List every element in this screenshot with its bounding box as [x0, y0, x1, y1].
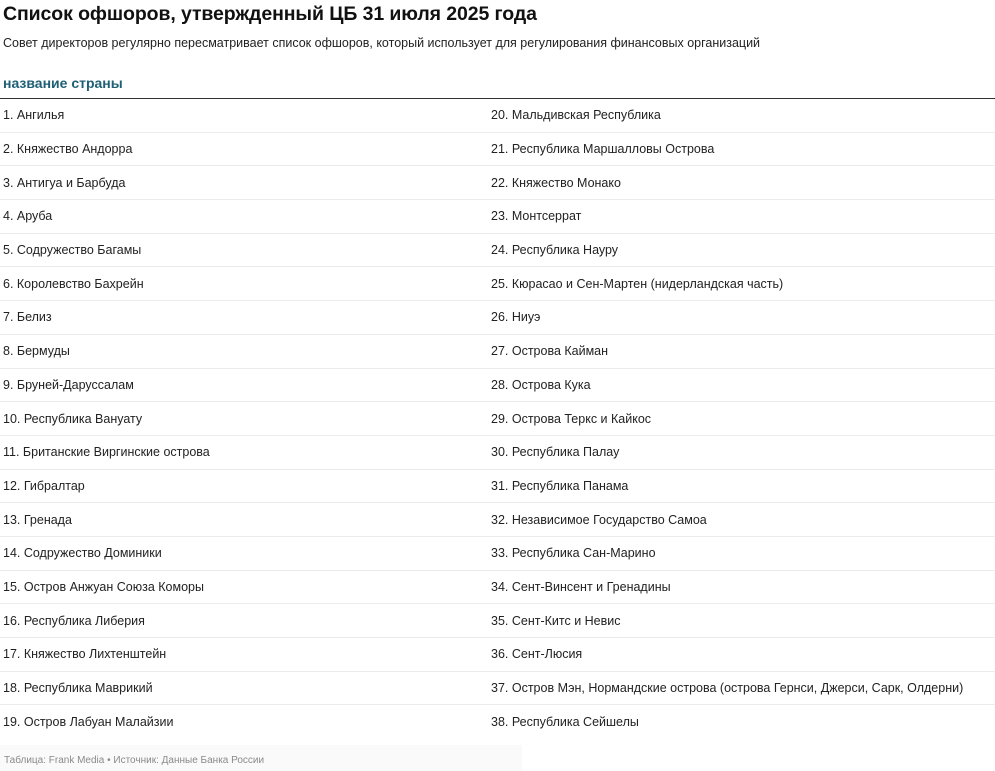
country-cell-left: 9. Бруней-Даруссалам	[3, 377, 134, 392]
table-row	[0, 571, 995, 605]
table-row	[0, 537, 995, 571]
table-row	[0, 402, 995, 436]
country-cell-right: 29. Острова Теркс и Кайкос	[491, 411, 652, 426]
country-cell-left: 12. Гибралтар	[3, 478, 85, 493]
table-row	[0, 604, 995, 638]
country-cell-right: 28. Острова Кука	[491, 377, 591, 392]
country-cell-right: 31. Республика Панама	[491, 478, 629, 493]
column-header: название страны	[3, 75, 123, 91]
country-cell-left: 7. Белиз	[3, 310, 52, 325]
country-cell-left: 3. Антигуа и Барбуда	[3, 175, 126, 190]
country-cell-left: 14. Содружество Доминики	[3, 546, 162, 561]
table-row	[0, 267, 995, 301]
table-row	[0, 234, 995, 268]
table-row	[0, 672, 995, 706]
country-cell-left: 8. Бермуды	[3, 344, 70, 359]
country-cell-right: 35. Сент-Китс и Невис	[491, 613, 621, 628]
country-cell-right: 32. Независимое Государство Самоа	[491, 512, 707, 527]
country-cell-right: 34. Сент-Винсент и Гренадины	[491, 579, 671, 594]
table-row	[0, 133, 995, 167]
country-cell-left: 17. Княжество Лихтенштейн	[3, 647, 167, 662]
country-cell-left: 19. Остров Лабуан Малайзии	[3, 715, 174, 730]
page-subtitle: Совет директоров регулярно пересматривает список офшоров, который использует для регулирования финансовых организаций	[3, 36, 761, 50]
table-row	[0, 638, 995, 672]
country-cell-right: 27. Острова Кайман	[491, 344, 609, 359]
source-footer: Таблица: Frank Media • Источник: Данные Банка России	[4, 755, 265, 766]
table-row	[0, 200, 995, 234]
country-cell-right: 37. Остров Мэн, Нормандские острова (острова Гернси, Джерси, Сарк, Олдерни)	[491, 681, 964, 696]
country-cell-left: 18. Республика Маврикий	[3, 681, 153, 696]
country-cell-right: 36. Сент-Люсия	[491, 647, 583, 662]
country-cell-left: 6. Королевство Бахрейн	[3, 276, 144, 291]
country-cell-left: 2. Княжество Андорра	[3, 142, 133, 157]
country-cell-right: 25. Кюрасао и Сен-Мартен (нидерландская часть)	[491, 276, 784, 291]
country-cell-left: 13. Гренада	[3, 512, 72, 527]
country-cell-left: 11. Британские Виргинские острова	[3, 445, 210, 460]
country-cell-right: 30. Республика Палау	[491, 445, 620, 460]
page-title: Список офшоров, утвержденный ЦБ 31 июля 2025 года	[3, 3, 537, 25]
country-cell-left: 5. Содружество Багамы	[3, 243, 142, 258]
country-cell-right: 20. Мальдивская Республика	[491, 108, 661, 123]
table-row	[0, 369, 995, 403]
table-row	[0, 166, 995, 200]
country-cell-right: 23. Монтсеррат	[491, 209, 582, 224]
country-cell-right: 21. Республика Маршалловы Острова	[491, 142, 715, 157]
table-row	[0, 705, 995, 739]
country-cell-right: 26. Ниуэ	[491, 310, 541, 325]
table-row	[0, 436, 995, 470]
table-row	[0, 503, 995, 537]
country-cell-left: 10. Республика Вануату	[3, 411, 143, 426]
table-row	[0, 470, 995, 504]
table-row	[0, 301, 995, 335]
table-row	[0, 335, 995, 369]
country-cell-right: 38. Республика Сейшелы	[491, 715, 639, 730]
offshore-table	[0, 99, 995, 739]
country-cell-right: 33. Республика Сан-Марино	[491, 546, 656, 561]
country-cell-left: 1. Ангилья	[3, 108, 65, 123]
country-cell-right: 22. Княжество Монако	[491, 175, 621, 190]
country-cell-left: 16. Республика Либерия	[3, 613, 145, 628]
country-cell-right: 24. Республика Науру	[491, 243, 619, 258]
country-cell-left: 4. Аруба	[3, 209, 53, 224]
country-cell-left: 15. Остров Анжуан Союза Коморы	[3, 579, 204, 594]
table-row	[0, 99, 995, 133]
